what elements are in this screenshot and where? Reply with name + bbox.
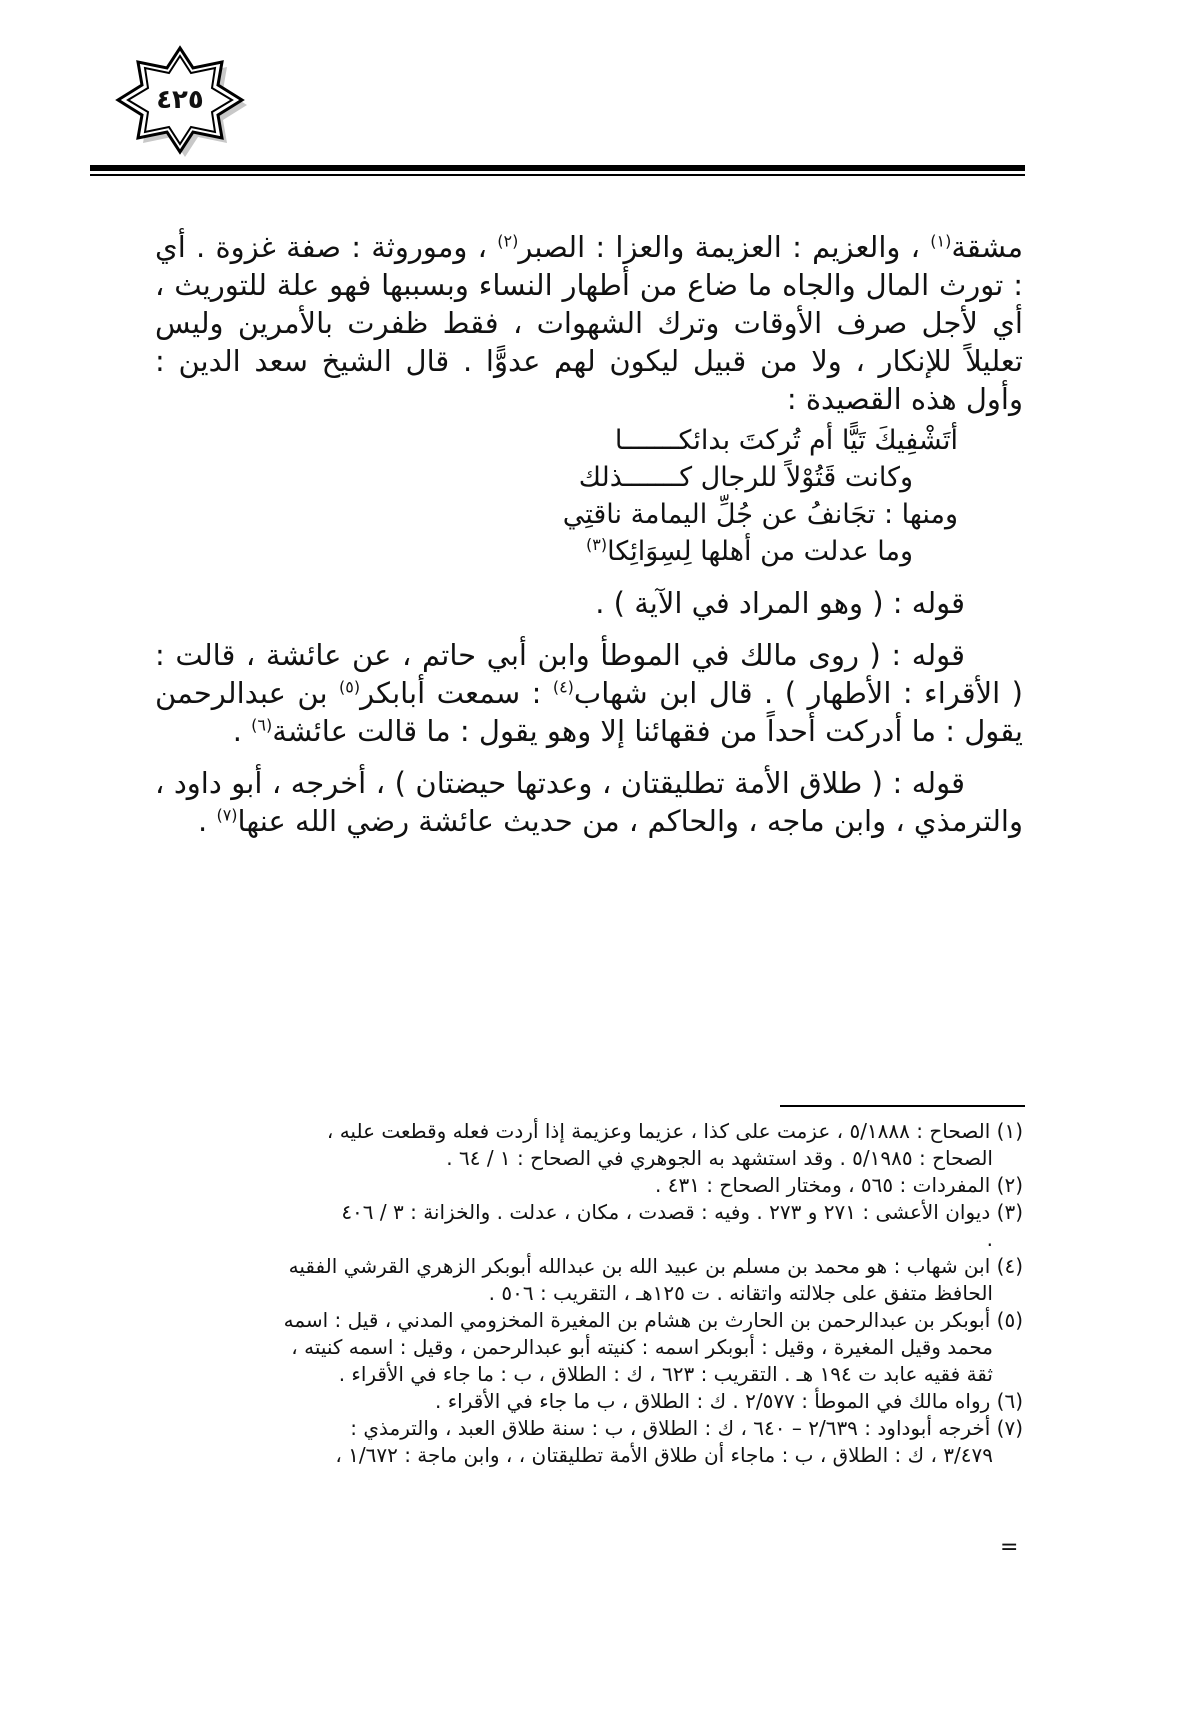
page-number: ٤٢٥ xyxy=(156,85,204,115)
footnote-3: (٣) ديوان الأعشى : ٢٧١ و ٢٧٣ . وفيه : قصدت ، مكان ، عدلت . والخزانة : ٣ / ٤٠٦ . xyxy=(341,1200,1023,1251)
header-rule-thick xyxy=(90,165,1025,171)
footnotes xyxy=(155,1118,1023,1469)
footnote-6: (٦) رواه مالك في الموطأ : ٢/٥٧٧ . ك : الطلاق ، ب ما جاء في الأقراء . xyxy=(435,1389,1023,1413)
verse-line: وما عدلت من أهلها لِسِوَائِكا$^{(٣)}$ xyxy=(586,535,913,567)
footnote-continuation-mark: = xyxy=(1000,1535,1019,1560)
footnote-separator xyxy=(780,1105,1025,1107)
verse-line: أتَشْفِيكَ تَيًّا أم تُركتَ بدائكـــــــا xyxy=(614,425,958,456)
footnote-ref: (٥) xyxy=(339,677,361,697)
header-rule-thin xyxy=(90,174,1025,176)
footnote-7: (٧) أخرجه أبوداود : ٢/٦٣٩ – ٦٤٠ ، ك : الطلاق ، ب : سنة طلاق العبد ، والترمذي : ٣/٤٧٩ ، ك : الطلاق ، ب : ماجاء أن طلاق الأمة تطليقتان ، ، وابن ماجة : ١/٦٧٢ ، xyxy=(335,1416,1023,1467)
footnote-5: (٥) أبوبكر بن عبدالرحمن بن الحارث بن هشام بن المغيرة المخزومي المدني ، قيل : اسمه محمد وقيل المغيرة ، وقيل : أبوبكر اسمه : كنيته أبو عبدالرحمن ، وقيل : اسمه كنيته ، ثقة فقيه عابد ت ١٩٤ هـ . التقريب : ٦٢٣ ، ك : الطلاق ، ب : ما جاء في الأقراء . xyxy=(283,1308,1023,1386)
paragraph-quote-3: قوله : ( طلاق الأمة تطليقتان ، وعدتها حيضتان ) ، أخرجه ، أبو داود ، والترمذي ، وابن ماجه ، والحاكم ، من حديث عائشة رضي الله عنها$^{(٧)}$ . xyxy=(155,766,1023,838)
footnote-ref: (٣) xyxy=(586,535,608,554)
paragraph-quote-1: قوله : ( وهو المراد في الآية ) . xyxy=(595,586,965,620)
paragraph-definitions: مشقة$^{(١)}$ ، والعزيم : العزيمة والعزا : الصبر$^{(٢)}$ ، وموروثة : صفة غزوة . أي : تورث المال والجاه ما ضاع من أطهار النساء وبسببها فهو علة للتوريث ، أي لأجل صرف الأوقات وترك الشهوات ، فقط ظفرت بالأمرين وليس تعليلاً للإنكار ، ولا من قبيل ليكون لهم عدوًّا . قال الشيخ سعد الدين : وأول هذه القصيدة : xyxy=(155,230,1023,416)
page-number-badge xyxy=(110,40,250,160)
footnote-2: (٢) المفردات : ٥٦٥ ، ومختار الصحاح : ٤٣١ . xyxy=(655,1173,1023,1197)
footnote-ref: (٤) xyxy=(552,677,574,697)
paragraph-quote-2: قوله : ( روى مالك في الموطأ وابن أبي حاتم ، عن عائشة ، قالت : ( الأقراء : الأطهار ) . قال ابن شهاب$^{(٤)}$ : سمعت أبابكر$^{(٥)}$ بن عبدالرحمن يقول : ما أدركت أحداً من فقهائنا إلا وهو يقول : ما قالت عائشة$^{(٦)}$ . xyxy=(155,638,1023,748)
footnote-ref: (١) xyxy=(930,231,952,251)
footnote-ref: (٦) xyxy=(251,715,273,735)
verse-line: وكانت قَتُوْلاً للرجال كـــــــذلك xyxy=(578,462,913,493)
footnote-ref: (٢) xyxy=(497,231,519,251)
footnote-ref: (٧) xyxy=(216,805,238,825)
main-text xyxy=(155,228,1023,840)
footnote-4: (٤) ابن شهاب : هو محمد بن مسلم بن عبيد الله بن عبدالله أبوبكر الزهري القرشي الفقيه الحافظ متفق على جلالته واتقانه . ت ١٢٥هـ ، التقريب : ٥٠٦ . xyxy=(288,1254,1023,1305)
verse-line: ومنها : تجَانفُ عن جُلِّ اليمامة ناقتِي xyxy=(562,499,958,530)
footnote-1: (١) الصحاح : ٥/١٨٨٨ ، عزمت على كذا ، عزيما وعزيمة إذا أردت فعله وقطعت عليه ، الصحاح : ٥/١٩٨٥ . وقد استشهد به الجوهري في الصحاح : ١ / ٦٤ . xyxy=(326,1119,1023,1170)
